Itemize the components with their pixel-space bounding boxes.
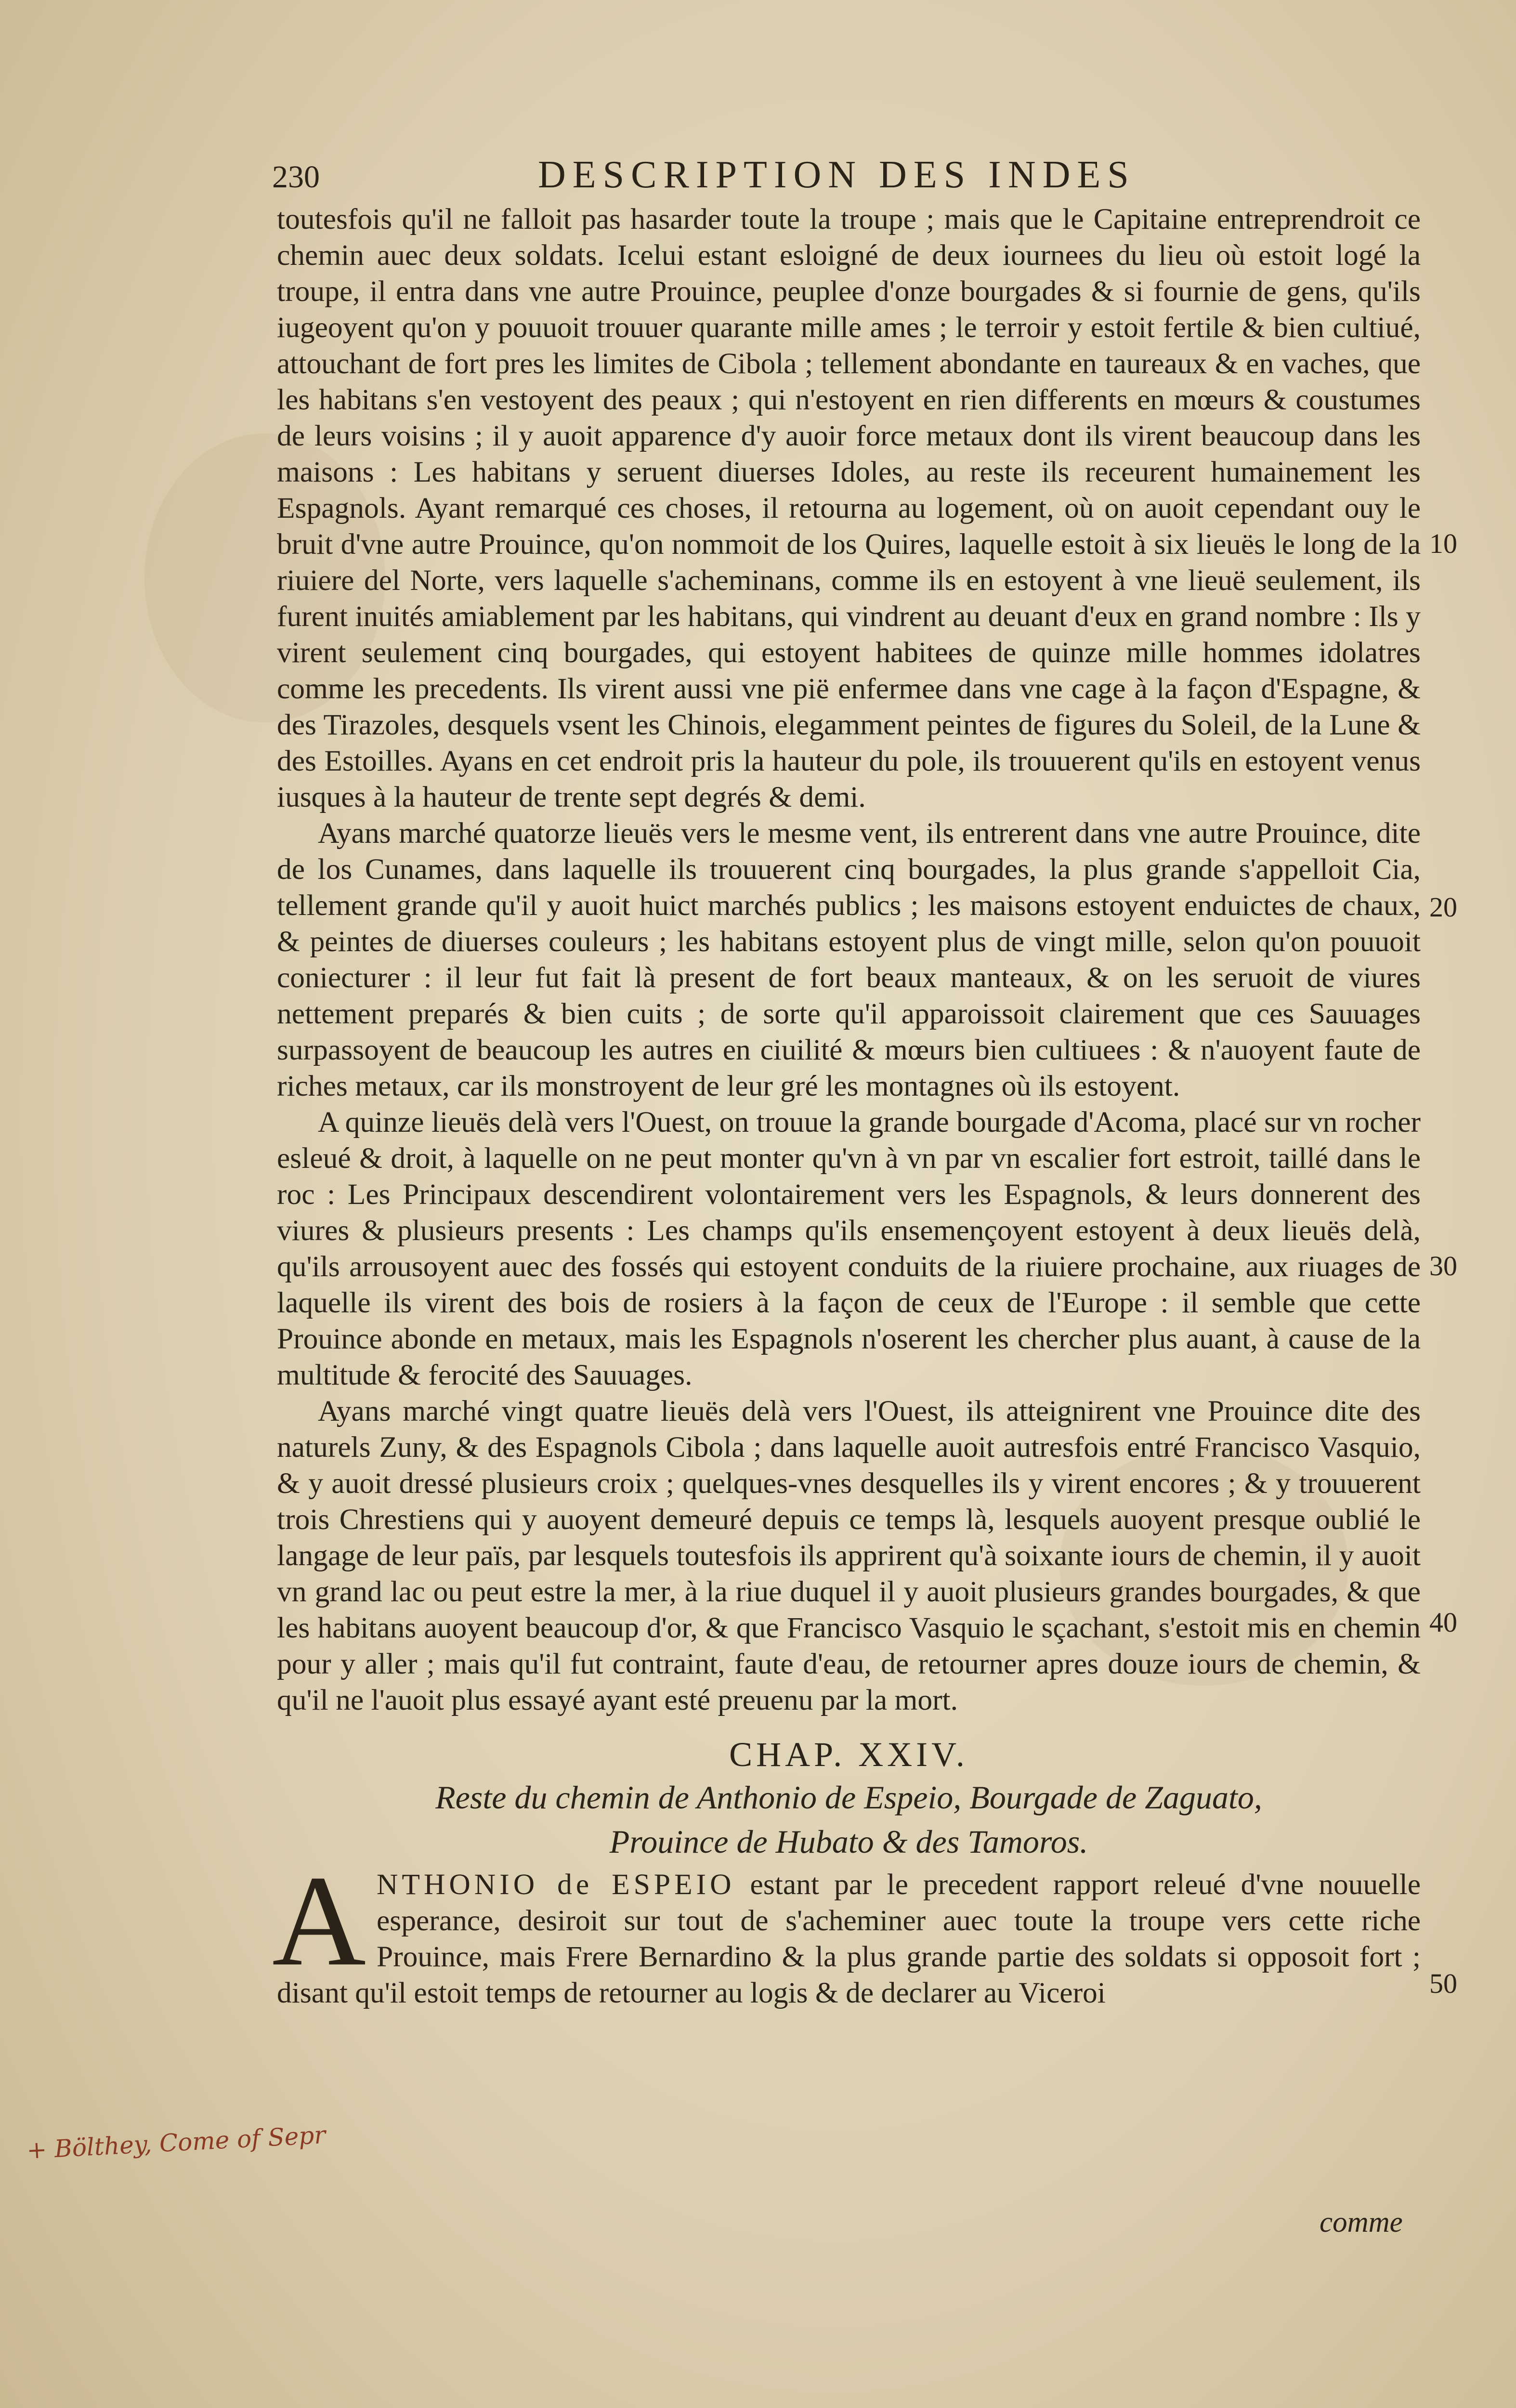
chapter-subtitle-line2: Prouince de Hubato & des Tamoros. <box>609 1823 1088 1860</box>
paragraph: Ayans marché vingt quatre lieuës delà vers l'Ouest, ils atteignirent vne Prouince dite des naturels Zuny, & des Espagnols Cibola ; dans laquelle auoit autresfois entré Francisco Vasquio, & y auoit dressé plusieurs croix ; quelques-vnes desquelles ils y virent encores ; & y trouuerent trois Chrestiens qui y auoyent demeuré depuis ce temps là, lesquels auoyent presque oublié le langage de leur païs, par lesquels toutesfois ils apprirent qu'à soixante iours de chemin, il y auoit vn grand lac ou peut estre la mer, à la riue duquel il y auoit plusieurs grandes bourgades, & que les habitans auoyent beaucoup d'or, & que Francisco Vasquio le sçachant, s'estoit mis en chemin pour y aller ; mais qu'il fut contraint, faute d'eau, de retourner apres douze iours de chemin, & qu'il ne l'auoit plus essayé ayant esté preuenu par la mort. <box>277 1395 1421 1716</box>
catchword: comme <box>1320 2206 1403 2238</box>
chapter-paragraph <box>272 1849 1421 2011</box>
drop-capital: A <box>272 1849 366 1993</box>
chapter-first-words: NTHONIO de ESPEIO <box>377 1868 735 1901</box>
page-number: 230 <box>272 159 320 195</box>
margin-line-number: 20 <box>1429 891 1457 923</box>
margin-line-number: 30 <box>1429 1250 1457 1282</box>
page-header <box>272 153 1428 201</box>
chapter-subtitle-line1: Reste du chemin de Anthonio de Espeio, Bourgade de Zaguato, <box>435 1779 1262 1816</box>
margin-line-number: 10 <box>1429 528 1457 559</box>
margin-line-number: 40 <box>1429 1607 1457 1638</box>
chapter-text: estant par le precedent rapport releué d'vne nouuelle esperance, desiroit sur tout de s'acheminer auec toute la troupe vers cette riche Prouince, mais Frere Bernardino & la plus grande partie des soldats si opposoit fort ; disant qu'il estoit temps de retourner au logis & de declarer au Viceroi <box>277 1868 1421 2009</box>
paragraph: A quinze lieuës delà vers l'Ouest, on trouue la grande bourgade d'Acoma, placé sur vn rocher esleué & droit, à laquelle on ne peut monter qu'vn à vn par vn escalier fort estroit, taillé dans le roc : Les Principaux descendirent volontairement vers les Espagnols, & leurs donnerent des viures & plusieurs presents : Les champs qu'ils ensemençoyent estoyent à deux lieuës delà, qu'ils arrousoyent auec des fossés qui estoyent conduits de la riuiere prochaine, aux riuages de laquelle ils virent des bois de rosiers à la façon de ceux de l'Europe : il semble que cette Prouince abonde en metaux, mais les Espagnols n'oserent les chercher plus auant, à cause de la multitude & ferocité des Sauuages. <box>277 1106 1421 1391</box>
paragraph: toutesfois qu'il ne falloit pas hasarder toute la troupe ; mais que le Capitaine entreprendroit ce chemin auec deux soldats. Icelui estant esloigné de deux iournees du lieu où estoit logé la troupe, il entra dans vne autre Prouince, peuplee d'onze bourgades & si fournie de gens, qu'ils iugeoyent qu'on y pouuoit trouuer quarante mille ames ; le terroir y estoit fertile & bien cultiué, attouchant de fort pres les limites de Cibola ; tellement abondante en taureaux & en vaches, que les habitans s'en vestoyent des peaux ; qui n'estoyent en rien differents en mœurs & coustumes de leurs voisins ; il y auoit apparence d'y auoir force metaux dont ils virent beaucoup dans les maisons : Les habitans y seruent diuerses Idoles, au reste ils receurent humainement les Espagnols. Ayant remarqué ces choses, il retourna au logement, où on auoit cependant ouy le bruit d'vne autre Prouince, qu'on nommoit de los Quires, laquelle estoit à six lieuës le long de la riuiere del Norte, vers laquelle s'acheminans, comme ils en estoyent à vne lieuë seulement, ils furent inuités amiablement par les habitans, qui vindrent au deuant d'eux en grand nombre : Ils y virent seulement cinq bourgades, qui estoyent habitees de quinze mille hommes idolatres comme les precedents. Ils virent aussi vne pië enfermee dans vne cage à la façon d'Espagne, & des Tirazoles, desquels vsent les Chinois, elegamment peintes de figures du Soleil, de la Lune & des Estoilles. Ayans en cet endroit pris la hauteur du pole, ils trouuerent qu'ils en estoyent venus iusques à la hauteur de trente sept degrés & demi. <box>277 203 1421 813</box>
paragraph: Ayans marché quatorze lieuës vers le mesme vent, ils entrerent dans vne autre Prouince, dite de los Cunames, dans laquelle ils trouuerent cinq bourgades, la plus grande s'appelloit Cia, tellement grande qu'il y auoit huict marchés publics ; les maisons estoyent enduictes de chaux, & peintes de diuerses couleurs ; les habitans estoyent plus de vingt mille, selon qu'on pouuoit coniecturer : il leur fut fait là present de fort beaux manteaux, & on les seruoit de viures nettement preparés & bien cuits ; de sorte qu'il apparoissoit clairement que ces Sauuages surpassoyent de beaucoup les autres en ciuilité & mœurs bien cultiuees : & n'auoyent faute de riches metaux, car ils monstroyent de leur gré les montagnes où ils estoyent. <box>277 817 1421 1102</box>
running-title: DESCRIPTION DES INDES <box>538 154 1136 196</box>
handwritten-annotation: + Bölthey, Come of Sepr <box>26 2120 327 2165</box>
chapter-title: CHAP. XXIV. <box>729 1735 968 1774</box>
body-text <box>272 201 1421 2011</box>
margin-line-number: 50 <box>1429 1968 1457 1999</box>
